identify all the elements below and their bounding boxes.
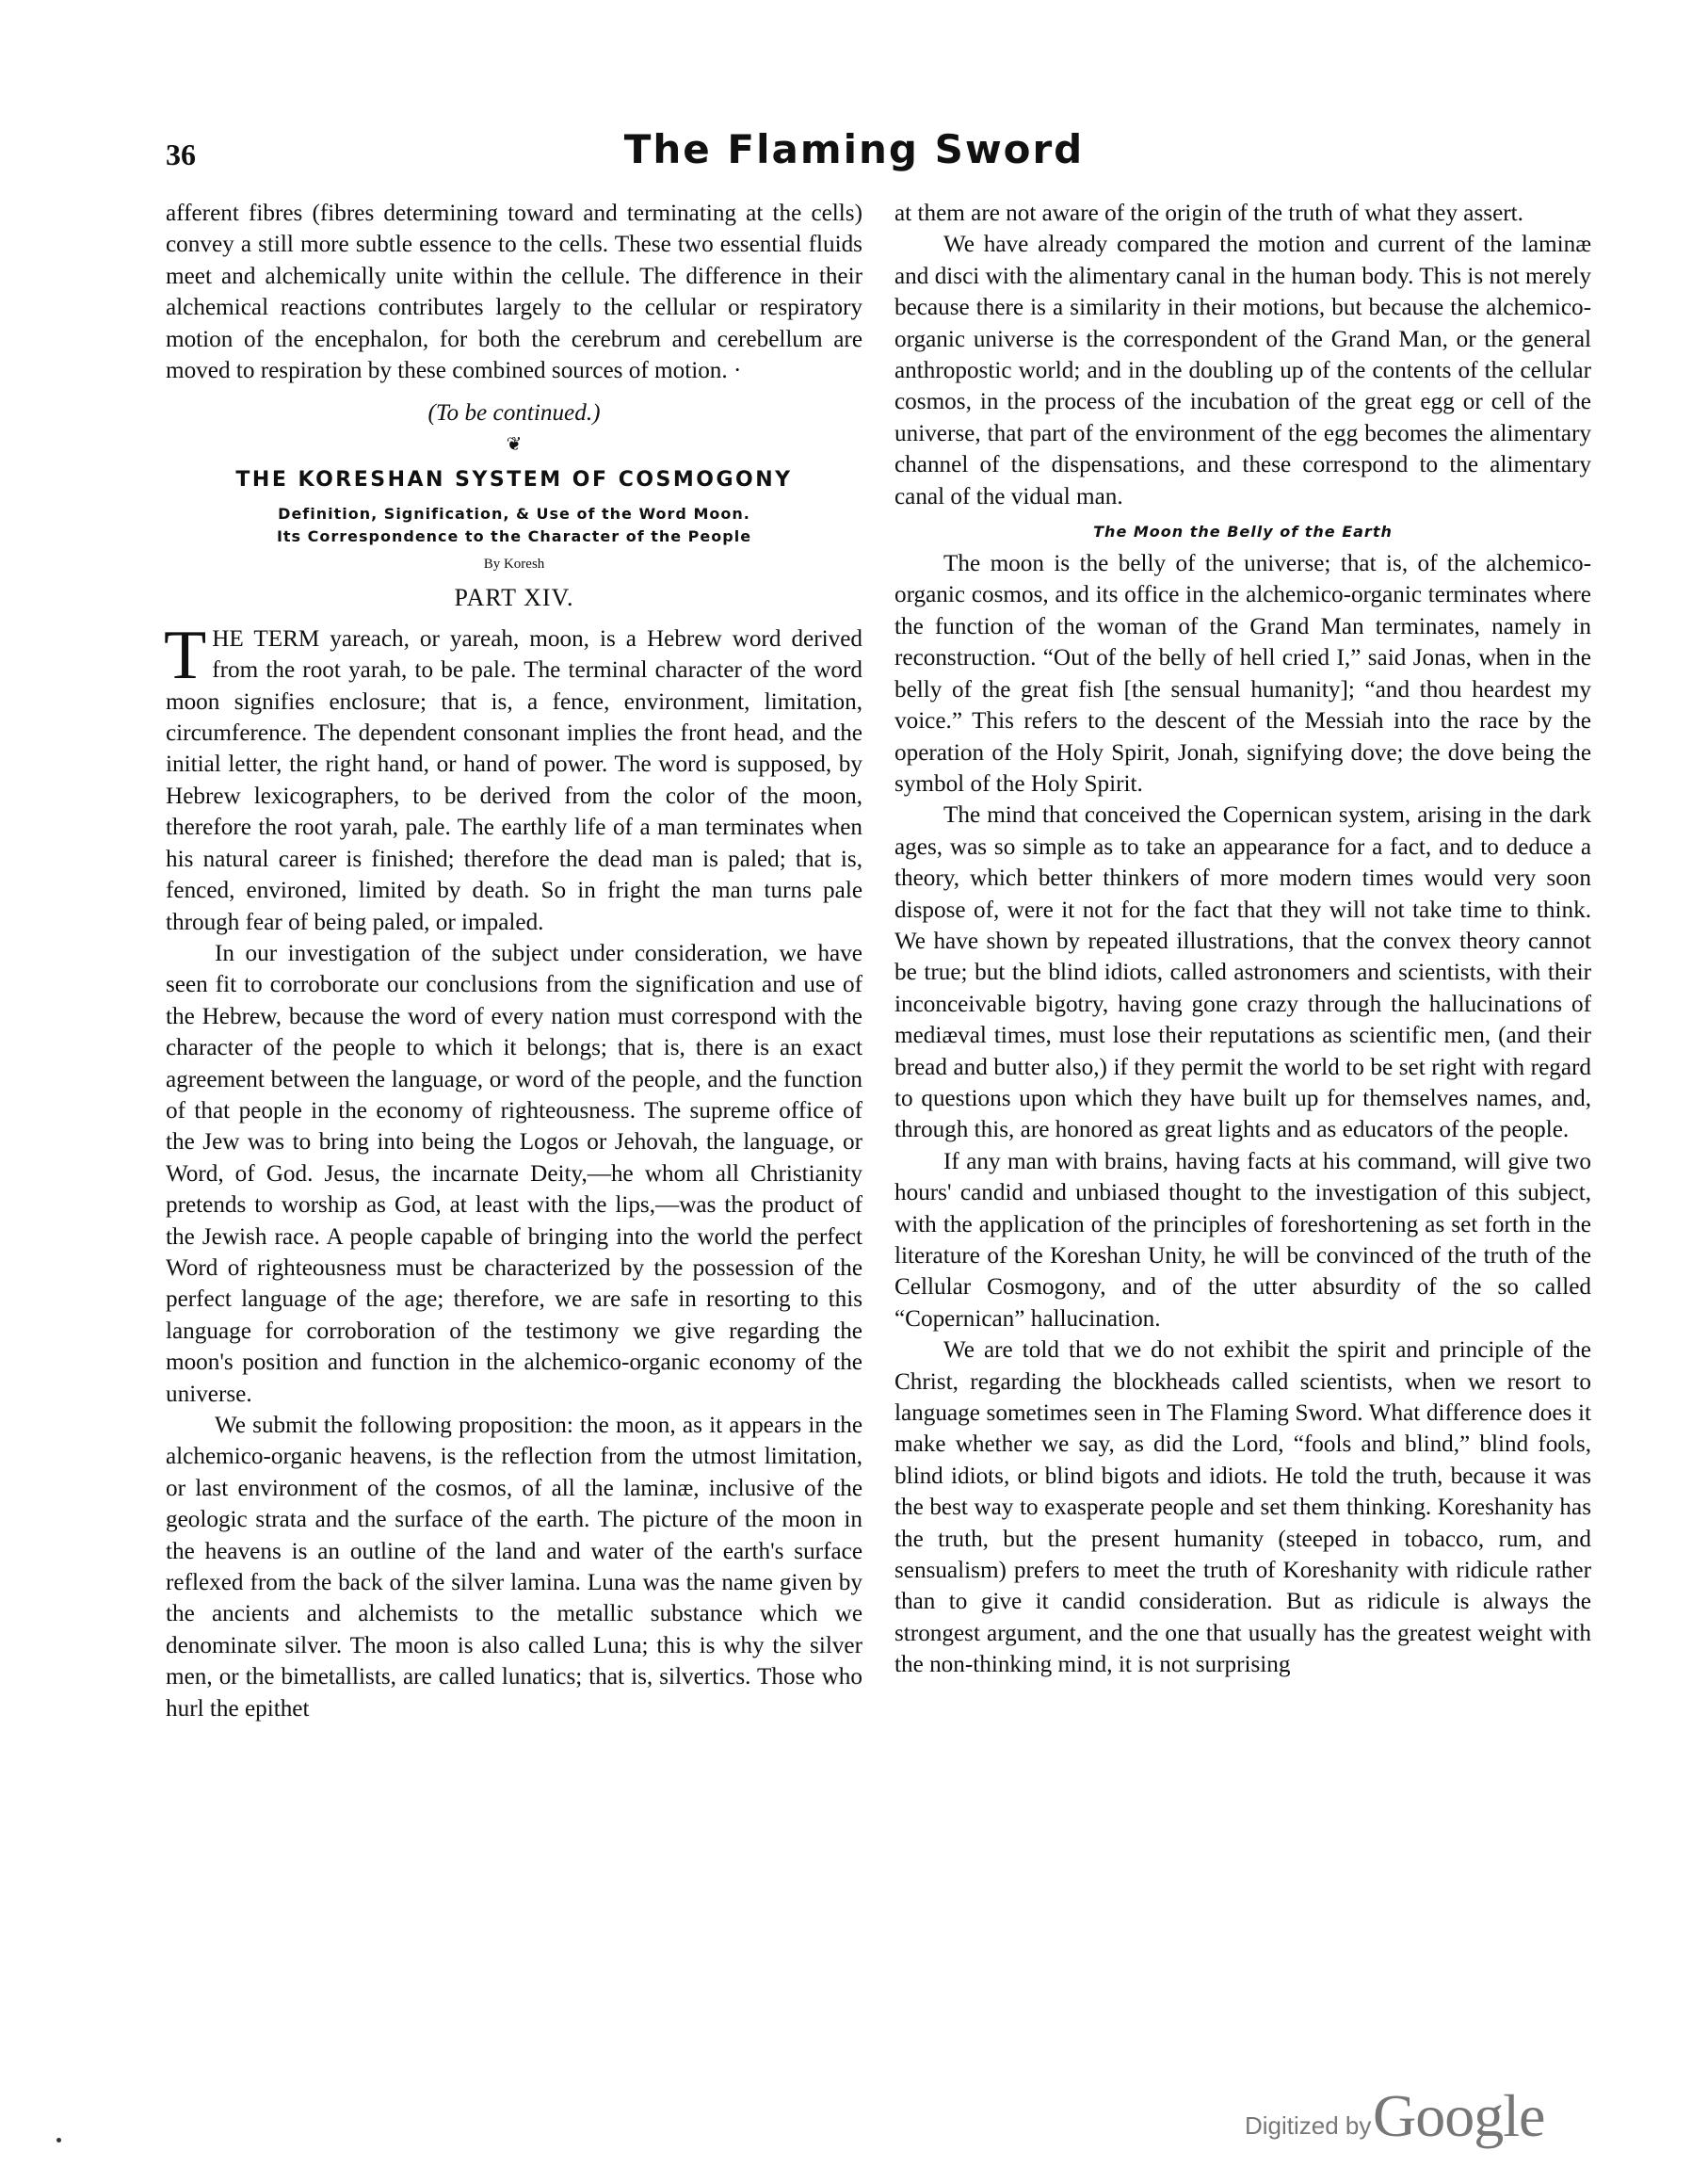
paragraph: The mind that conceived the Copernican system, arising in the dark ages, was so simple as to take an appearance for a fact, and to deduce a theory, which better thinkers of more modern times would very soon dispose of, were it not for the fact that they will not take time to think. We have shown by repeated illustrations, that the convex theory cannot be true; but the blind idiots, called astronomers and scientists, with their inconceivable bigotry, having gone crazy through the hallucinations of mediæval times, must lose their reputations as scientific men, (and their bread and butter also,) if they permit the world to be set right with regard to questions upon which they have built up for themselves names, and, through this, are honored as great lights and as educators of the people. bbox=[894, 802, 1591, 1143]
page-number: 36 bbox=[166, 137, 196, 171]
digitized-watermark bbox=[1245, 2081, 1603, 2157]
watermark-prefix: Digitized by bbox=[1245, 2111, 1372, 2140]
drop-cap: T bbox=[164, 616, 207, 694]
part-heading: PART XIV. bbox=[454, 583, 574, 611]
paragraph bbox=[164, 616, 862, 938]
article-subtitle-line2: Its Correspondence to the Character of the People bbox=[276, 526, 752, 545]
right-column bbox=[894, 198, 1591, 1681]
paragraph: at them are not aware of the origin of the truth of what they assert. bbox=[894, 201, 1523, 226]
paragraph: We are told that we do not exhibit the spirit and principle of the Christ, regarding the blockheads called scientists, when we resort to language sometimes seen in The Flaming Sword. What difference does it make whether we say, as did the Lord, “fools and blind,” blind fools, blind idiots, or blind bigots and idiots. He told the truth, because it was the best way to exasperate people and set them thinking. Koreshanity has the truth, but the present humanity (steeped in tobacco, rum, and sensualism) prefers to meet the truth of Koreshanity with ridicule rather than to give it candid consideration. But as ridicule is always the strongest argument, and the one that usually has the greatest weight with the non-thinking mind, it is not surprising bbox=[894, 1337, 1591, 1678]
article-title: THE KORESHAN SYSTEM OF COSMOGONY bbox=[235, 467, 793, 492]
paragraph: We submit the following proposition: the moon, as it appears in the alchemico-organic heavens, is the reflection from the utmost limitation, or last environment of the cosmos, of all the laminæ, inclusive of the geologic strata and the surface of the earth. The picture of the moon in the heavens is an outline of the land and water of the earth's surface reflexed from the back of the silver lamina. Luna was the name given by the ancients and alchemists to the metallic substance which we denominate silver. The moon is also called Luna; this is why the silver men, or the bimetallists, are called lunatics; that is, silvertics. Those who hurl the epithet bbox=[166, 1413, 862, 1722]
paragraph-text: HE TERM yareach, or yareah, moon, is a Hebrew word derived from the root yarah, to be pale. The terminal character of the word moon signifies enclosure; that is, a fence, environment, limitation, circumference. The dependent consonant implies the front head, and the initial letter, the right hand, or hand of power. The word is supposed, by Hebrew lexicographers, to be derived from the color of the moon, therefore the root yarah, pale. The earthly life of a man terminates when his natural career is finished; therefore the dead man is paled; that is, fenced, environed, limited by death. So in fright the man turns pale through fear of being paled, or impaled. bbox=[166, 625, 862, 935]
paragraph: If any man with brains, having facts at his command, will give two hours' candid and unbiased thought to the investigation of this subject, with the application of the principles of foreshortening as set forth in the literature of the Koreshan Unity, he will be convinced of the truth of the Cellular Cosmogony, and of the utter absurdity of the so called “Copernican” hallucination. bbox=[894, 1148, 1591, 1332]
paragraph: The moon is the belly of the universe; that is, of the alchemico-organic cosmos, and its office in the alchemico-organic terminates where the function of the woman of the Grand Man terminates, namely in reconstruction. “Out of the belly of hell cried I,” said Jonas, when in the belly of the great fish [the sensual humanity]; “and thou heardest my voice.” This refers to the descent of the Messiah into the race by the operation of the Holy Spirit, Jonah, signifying dove; the dove being the symbol of the Holy Spirit. bbox=[894, 551, 1591, 797]
left-column bbox=[166, 198, 862, 1724]
paragraph: In our investigation of the subject under consideration, we have seen fit to corroborate our conclusions from the signification and use of the Hebrew, because the word of every nation must correspond with the character of the people to which it belongs; that is, there is an exact agreement between the language, or word of the people, and the function of that people in the economy of righteousness. The supreme office of the Jew was to bring into being the Logos or Jehovah, the language, or Word, of God. Jesus, the incarnate Deity,—he whom all Christianity pretends to worship as God, at least with the lips,—was the product of the Jewish race. A people capable of bringing into the world the perfect Word of righteousness must be characterized by the possession of the perfect language of the age; therefore, we are safe in resorting to this language for corroboration of the testimony we give regarding the moon's position and function in the alchemico-organic economy of the universe. bbox=[166, 940, 862, 1407]
intro-paragraph: afferent fibres (fibres determining toward and terminating at the cells) convey a still more subtle essence to the cells. These two essential fluids meet and alchemically unite within the cellule. The difference in their alchemical reactions contributes largely to the cellular or respiratory motion of the encephalon, for both the cerebrum and cerebellum are moved to respiration by these combined sources of motion. · bbox=[166, 201, 862, 384]
running-title: The Flaming Sword bbox=[623, 126, 1085, 172]
article-subtitle-line1: Definition, Signification, & Use of the Word Moon. bbox=[278, 504, 750, 523]
byline: By Koresh bbox=[483, 556, 545, 572]
paragraph: We have already compared the motion and current of the laminæ and disci with the alimentary canal in the human body. This is not merely because there is a similarity in their motions, but because the alchemico-organic universe is the correspondent of the Grand Man, or the general anthropostic world; and in the doubling up of the contents of the cellular cosmos, in the process of the incubation of the great egg or cell of the universe, that part of the environment of the egg becomes the alimentary channel of the dispensations, and these correspond to the alimentary canal of the vidual man. bbox=[894, 232, 1591, 509]
fleuron-ornament-icon: ❦ bbox=[506, 433, 523, 455]
continued-note: (To be continued.) bbox=[427, 400, 601, 427]
section-heading: The Moon the Belly of the Earth bbox=[1093, 523, 1393, 542]
scan-speck bbox=[56, 2138, 61, 2143]
google-logo: Google bbox=[1373, 2082, 1545, 2149]
